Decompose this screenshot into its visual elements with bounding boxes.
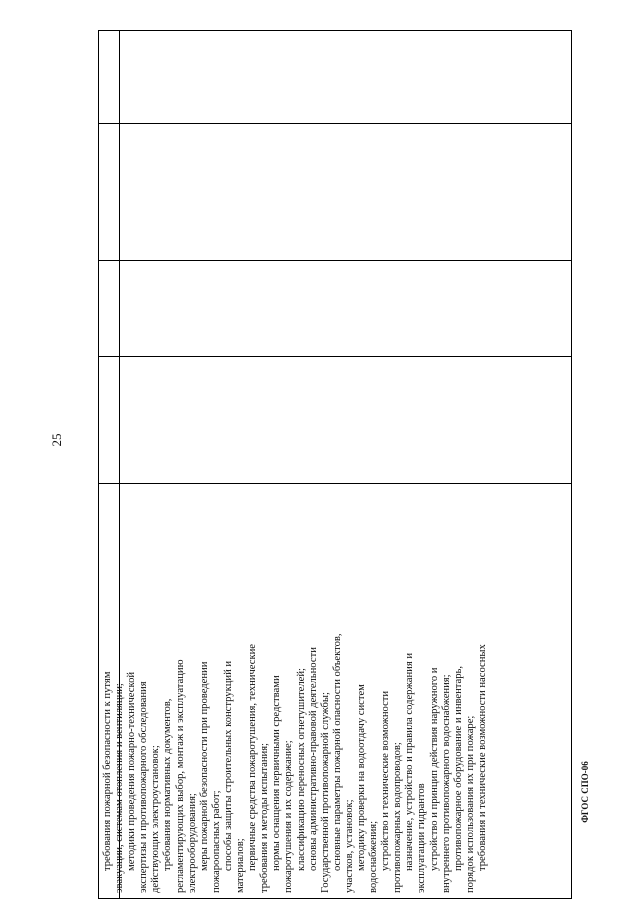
topic-text-block	[99, 483, 572, 899]
topic-line: эксплуатации гидрантов	[416, 783, 428, 893]
row-divider	[99, 123, 571, 124]
topic-line: требования нормативных документов,	[162, 698, 174, 871]
topic-line: экспертизы и противопожарного обследования	[138, 681, 150, 893]
document-table	[98, 30, 572, 899]
row-divider	[99, 260, 571, 261]
topic-line: методику проверки на водоотдачу систем	[355, 684, 367, 871]
topic-line: основные параметры пожарной опасности объектов,	[331, 633, 343, 871]
topic-line: методики проведения пожарно-технической	[126, 671, 138, 871]
topic-line: водоснабжения;	[368, 820, 380, 893]
topic-line: пожароопасных работ;	[210, 790, 222, 893]
topic-line: электрооборудования;	[186, 793, 198, 893]
topic-line: классификацию переносных огнетушителей;	[295, 668, 307, 871]
page-number: 25	[49, 433, 64, 447]
topic-line: требования и технические возможности насосных	[476, 644, 488, 871]
topic-line: назначение, устройство и правила содержания и	[404, 652, 416, 871]
topic-line: противопожарных водопроводов;	[392, 742, 404, 893]
topic-line: порядок использования их при пожаре;	[464, 715, 476, 893]
topic-line: устройство и принцип действия наружного и	[428, 667, 440, 871]
topic-line: противопожарное оборудование и инвентарь,	[452, 665, 464, 871]
row-divider	[99, 356, 571, 357]
topic-line: нормы оснащения первичными средствами	[271, 675, 283, 871]
topic-line: требования пожарной безопасности к путям	[102, 671, 113, 871]
topic-line: Государственной противопожарной службы;	[319, 692, 331, 893]
topic-line: пожаротушения и их содержание;	[283, 740, 295, 893]
topic-line: внутреннего противопожарного водоснабжения;	[440, 674, 452, 893]
footer-code: ФГОС СПО-06	[580, 761, 590, 823]
topic-line: требования и методы испытания;	[259, 742, 271, 893]
topic-line: первичные средства пожаротушения, технические	[247, 644, 259, 871]
topic-line: меры пожарной безопасности при проведении	[198, 661, 210, 871]
topic-line: регламентирующих выбор, монтаж и эксплуатацию	[174, 659, 186, 893]
topic-line: основы административно-правовой деятельности	[307, 647, 319, 871]
topic-cell	[99, 483, 572, 899]
topic-line: способы защиты строительных конструкций и	[222, 660, 234, 871]
topic-line: участков, установок;	[343, 799, 355, 893]
topic-line: эвакуации, системам отопления и вентиляции;	[114, 683, 126, 893]
topic-line: действующих электроустановок;	[150, 745, 162, 893]
topic-line: устройство и технические возможности	[380, 690, 392, 871]
topic-line: материалов;	[235, 838, 247, 893]
